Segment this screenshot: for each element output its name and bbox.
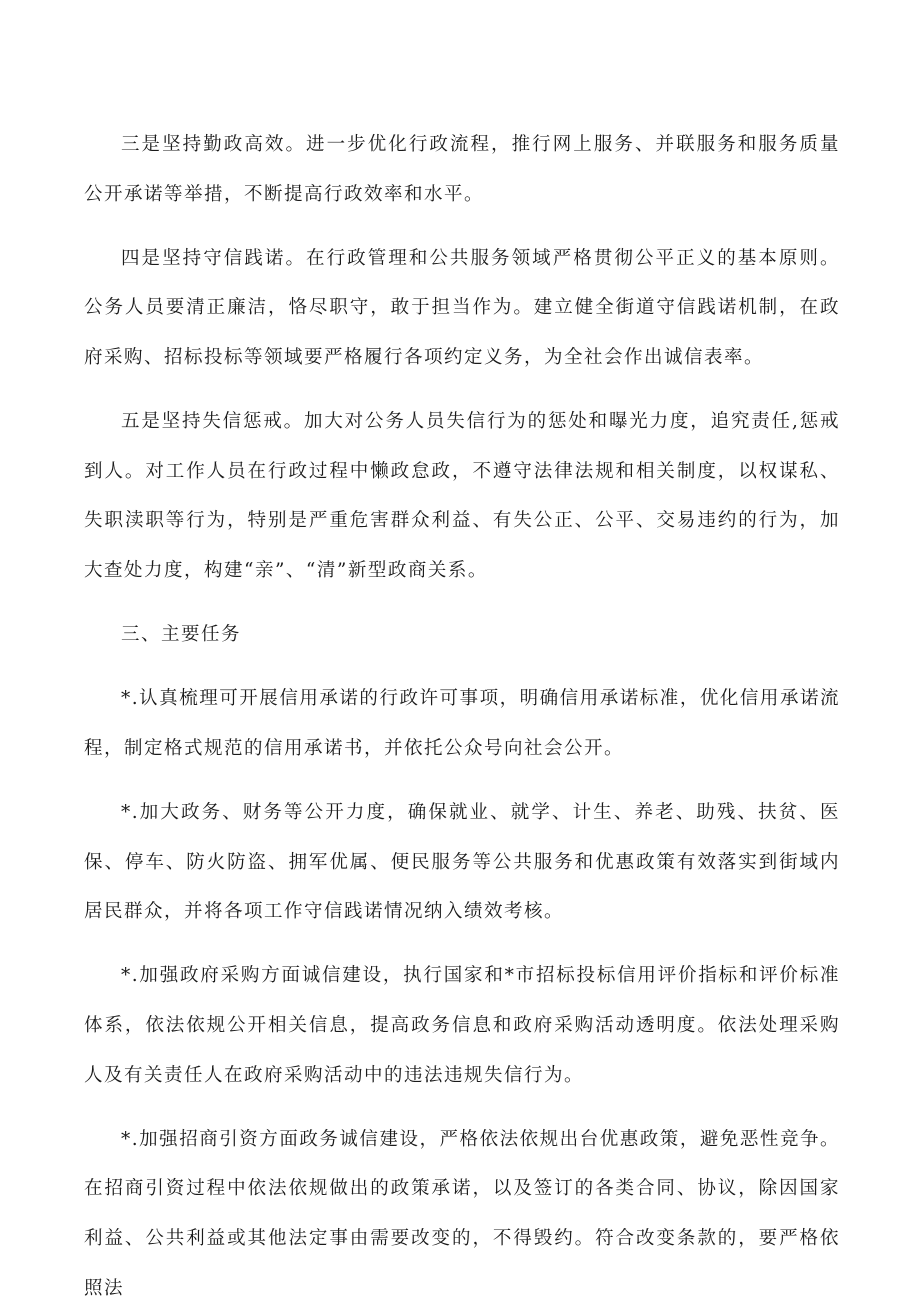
paragraph-task-3: *.加强政府采购方面诚信建设，执行国家和*市招标投标信用评价指标和评价标准体系，依法依规公开相关信息，提高政务信息和政府采购活动透明度。依法处理采购人及有关责任人在政府采购活动中的违法违规失信行为。 [84,965,840,1086]
section-heading-main-tasks: 三、主要任务 [121,624,242,646]
paragraph-task-1: *.认真梳理可开展信用承诺的行政许可事项，明确信用承诺标准，优化信用承诺流程，制定格式规范的信用承诺书，并依托公众号向社会公开。 [84,688,840,759]
paragraph-principle-3: 三是坚持勤政高效。进一步优化行政流程，推行网上服务、并联服务和服务质量公开承诺等举措，不断提高行政效率和水平。 [84,134,840,205]
paragraph-principle-4: 四是坚持守信践诺。在行政管理和公共服务领域严格贯彻公平正义的基本原则。公务人员要清正廉洁，恪尽职守，敢于担当作为。建立健全街道守信践诺机制，在政府采购、招标投标等领域要严格履行各项约定义务，为全社会作出诚信表率。 [84,247,840,368]
paragraph-task-4: *.加强招商引资方面政务诚信建设，严格依法依规出台优惠政策，避免恶性竞争。在招商引资过程中依法依规做出的政策承诺，以及签订的各类合同、协议，除因国家利益、公共利益或其他法定事由需要改变的，不得毁约。符合改变条款的，要严格依照法 [84,1128,840,1299]
paragraph-principle-5: 五是坚持失信惩戒。加大对公务人员失信行为的惩处和曝光力度，追究责任,惩戒到人。对工作人员在行政过程中懒政怠政，不遵守法律法规和相关制度，以权谋私、失职渎职等行为，特别是严重危害群众利益、有失公正、公平、交易违约的行为，加大查处力度，构建“亲”、“清”新型政商关系。 [84,411,840,581]
paragraph-task-2: *.加大政务、财务等公开力度，确保就业、就学、计生、养老、助残、扶贫、医保、停车、防火防盗、拥军优属、便民服务等公共服务和优惠政策有效落实到街域内居民群众，并将各项工作守信践诺情况纳入绩效考核。 [84,802,840,923]
document-body [84,120,840,1313]
